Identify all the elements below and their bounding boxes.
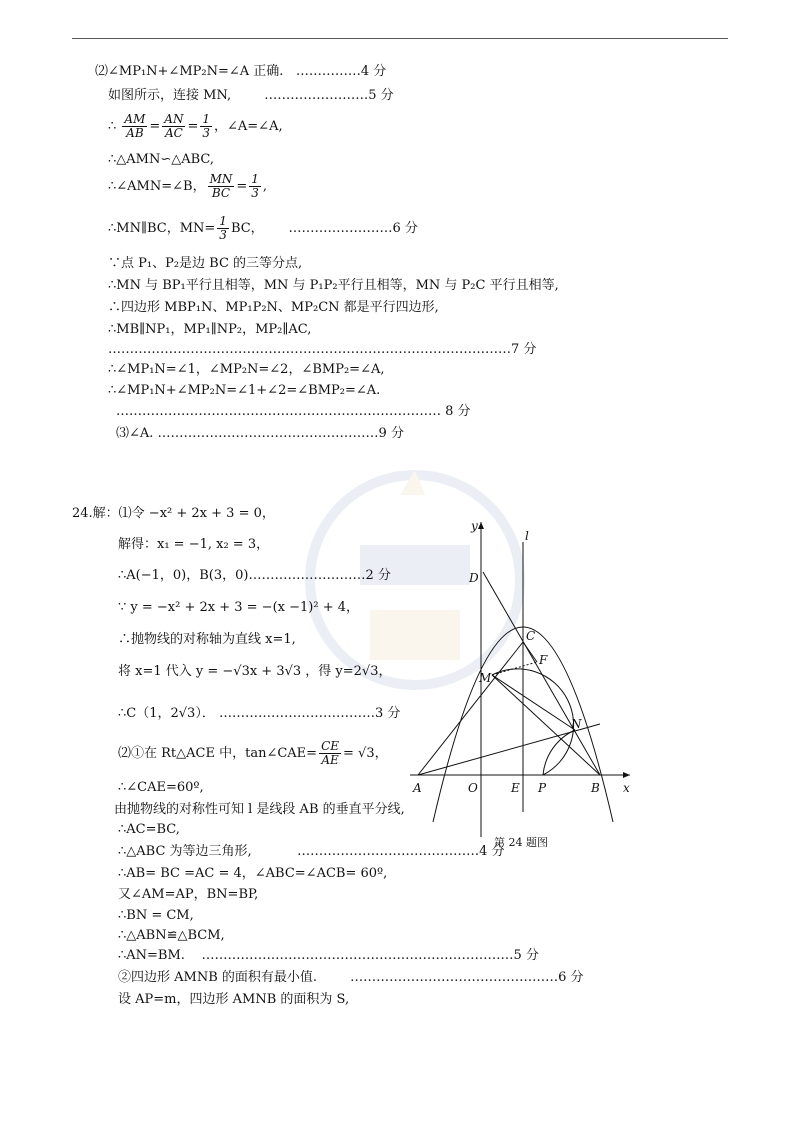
p1-line6: ∴MN∥BC，MN= $\frac{1}{3}$ BC， ……………………6 分 <box>108 214 418 242</box>
p1-line10: ∴MB∥NP₁，MP₁∥NP₂，MP₂∥AC, <box>108 322 312 337</box>
label-c: C <box>526 629 536 643</box>
fraction-one-third: $\frac{1}{3}$ <box>202 112 210 140</box>
label-p: P <box>538 781 547 795</box>
p2-line18: ②四边形 AMNB 的面积有最小值. …………………………………………6 分 <box>118 970 584 985</box>
x-axis-arrow-icon <box>623 772 630 778</box>
p1-line2: 如图所示，连接 MN, ……………………5 分 <box>108 88 394 103</box>
p2-line4: ∵ y = −x² + 2x + 3 = −(x −1)² + 4， <box>118 600 359 615</box>
label-f: F <box>539 653 548 667</box>
segment-fc <box>523 642 537 662</box>
p2-line14: 又∠AM=AP，BN=BP, <box>118 887 259 902</box>
p2-line16: ∴△ABN≌△BCM, <box>118 928 225 943</box>
label-e: E <box>511 781 520 795</box>
figure-caption: 第 24 题图 <box>494 836 548 849</box>
label-a: A <box>413 781 422 795</box>
p2-line19: 设 AP=m，四边形 AMNB 的面积为 S, <box>118 992 350 1007</box>
p2-line7: ∴C（1，2√3）． ………………………………3 分 <box>118 706 401 721</box>
p1-line15: ⑶∠A. ……………………………………………9 分 <box>116 426 404 441</box>
label-y: y <box>471 519 478 533</box>
segment-mn <box>492 675 575 730</box>
p1-line11: …………………………………………………………………………………7 分 <box>108 342 537 357</box>
fraction-am-ab: $\frac{AM}{AB}$ <box>124 112 146 140</box>
fraction-an-ac: $\frac{AN}{AC}$ <box>164 112 184 140</box>
p2-line3: ∴A(−1，0)，B(3，0)………………………2 分 <box>118 568 391 583</box>
label-o: O <box>468 781 478 795</box>
fraction-mn-bc: $\frac{MN}{BC}$ <box>209 172 233 200</box>
p2-line1: 24.解：⑴令 −x² + 2x + 3 = 0， <box>72 506 275 521</box>
fraction-one-third-2: $\frac{1}{3}$ <box>251 172 259 200</box>
p1-line3: ∴ $\frac{AM}{AB}$ = $\frac{AN}{AC}$ = $\frac{1}{3}$ ，∠A=∠A, <box>108 112 283 140</box>
p2-line10: 由抛物线的对称性可知 l 是线段 AB 的垂直平分线, <box>114 802 405 817</box>
label-x: x <box>623 781 630 795</box>
arc-mp <box>492 669 574 775</box>
p1-line7: ∵点 P₁、P₂是边 BC 的三等分点, <box>108 256 303 271</box>
fraction-ce-ae: $\frac{CE}{AE}$ <box>321 739 340 767</box>
figure-24 <box>405 512 635 842</box>
p2-line15: ∴BN = CM, <box>118 908 194 923</box>
p2-line13: ∴AB= BC =AC = 4，∠ABC=∠ACB= 60º, <box>118 866 388 881</box>
p1-line8: ∴MN 与 BP₁平行且相等，MN 与 P₁P₂平行且相等，MN 与 P₂C 平行且相等, <box>108 278 559 293</box>
header-rule <box>72 38 728 39</box>
p2-line17: ∴AN=BM. ………………………………………………………………5 分 <box>118 948 539 963</box>
segment-ac <box>418 642 523 775</box>
label-l: l <box>525 529 529 543</box>
p2-line12: ∴△ABC 为等边三角形, ……………………………………4 分 <box>118 844 505 859</box>
line-dcb <box>483 572 600 775</box>
label-d: D <box>469 571 479 585</box>
p2-line2: 解得：x₁ = −1, x₂ = 3， <box>118 537 270 552</box>
p1-line13: ∴∠MP₁N+∠MP₂N=∠1+∠2=∠BMP₂=∠A. <box>108 383 381 398</box>
p1-line5: ∴∠AMN=∠B， $\frac{MN}{BC}$ = $\frac{1}{3}$ , <box>108 172 268 200</box>
p2-line8: ⑵①在 Rt△ACE 中，tan∠CAE= $\frac{CE}{AE}$ = √3， <box>118 739 388 767</box>
label-n: N <box>571 717 582 731</box>
p2-line5: ∴抛物线的对称轴为直线 x=1, <box>118 632 296 647</box>
label-m: M <box>479 671 492 685</box>
p1-line4: ∴△AMN∽△ABC, <box>108 152 215 167</box>
p2-line11: ∴AC=BC, <box>118 822 180 837</box>
p1-line12: ∴∠MP₁N=∠1，∠MP₂N=∠2，∠BMP₂=∠A, <box>108 362 385 377</box>
p1-line14: ………………………………………………………………… 8 分 <box>116 404 471 419</box>
fraction-one-third-3: $\frac{1}{3}$ <box>219 214 227 242</box>
y-axis-arrow-icon <box>478 522 484 529</box>
label-b: B <box>591 781 600 795</box>
p2-line6: 将 x=1 代入 y = −√3x + 3√3 ，得 y=2√3， <box>118 664 392 679</box>
p1-line1: ⑵∠MP₁N+∠MP₂N=∠A 正确. ……………4 分 <box>95 64 387 79</box>
p2-line9: ∴∠CAE=60º, <box>118 780 204 795</box>
p1-line9: ∴四边形 MBP₁N、MP₁P₂N、MP₂CN 都是平行四边形, <box>108 300 439 315</box>
